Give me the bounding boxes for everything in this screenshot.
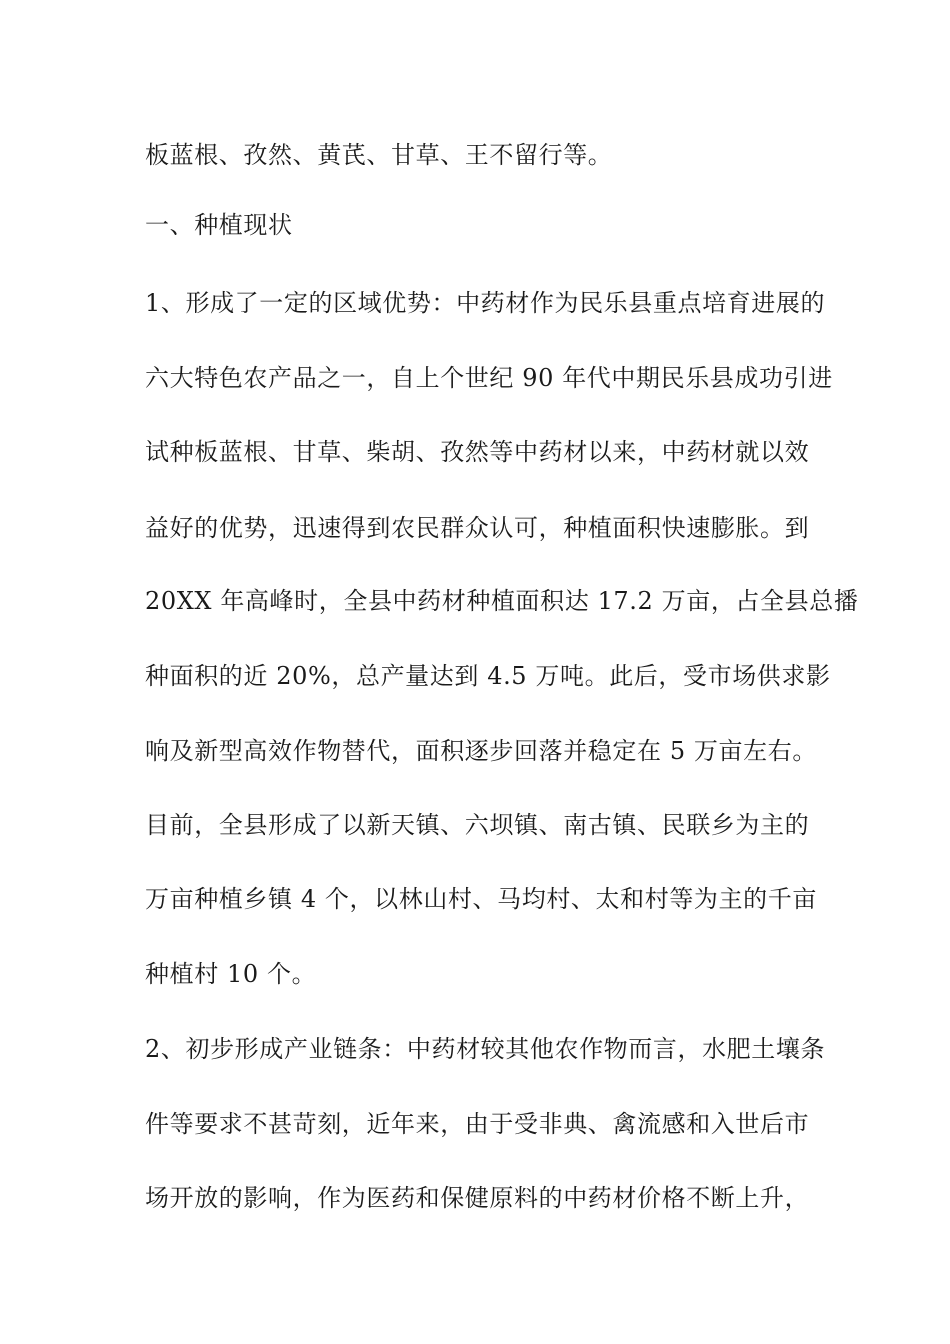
text-line: 六大特色农产品之一，自上个世纪 90 年代中期民乐县成功引进	[145, 364, 833, 392]
text-line: 种面积的近 20%，总产量达到 4.5 万吨。此后，受市场供求影	[145, 662, 831, 690]
text-line: 20XX 年高峰时，全县中药材种植面积达 17.2 万亩，占全县总播	[145, 587, 859, 615]
section-heading: 一、种植现状	[145, 211, 293, 239]
text-line: 件等要求不甚苛刻，近年来，由于受非典、禽流感和入世后市	[145, 1110, 810, 1138]
text-line: 2、初步形成产业链条：中药材较其他农作物而言，水肥土壤条	[145, 1035, 826, 1063]
text-line: 板蓝根、孜然、黄芪、甘草、王不留行等。	[145, 141, 613, 169]
text-line: 种植村 10 个。	[145, 960, 317, 988]
text-line: 场开放的影响，作为医药和保健原料的中药材价格不断上升，	[145, 1184, 810, 1212]
text-line: 益好的优势，迅速得到农民群众认可，种植面积快速膨胀。到	[145, 514, 810, 542]
text-line: 1、形成了一定的区域优势：中药材作为民乐县重点培育进展的	[145, 289, 826, 317]
text-line: 目前，全县形成了以新天镇、六坝镇、南古镇、民联乡为主的	[145, 811, 810, 839]
text-line: 响及新型高效作物替代，面积逐步回落并稳定在 5 万亩左右。	[145, 737, 817, 765]
text-line: 万亩种植乡镇 4 个，以林山村、马均村、太和村等为主的千亩	[145, 885, 817, 913]
text-line: 试种板蓝根、甘草、柴胡、孜然等中药材以来，中药材就以效	[145, 438, 810, 466]
